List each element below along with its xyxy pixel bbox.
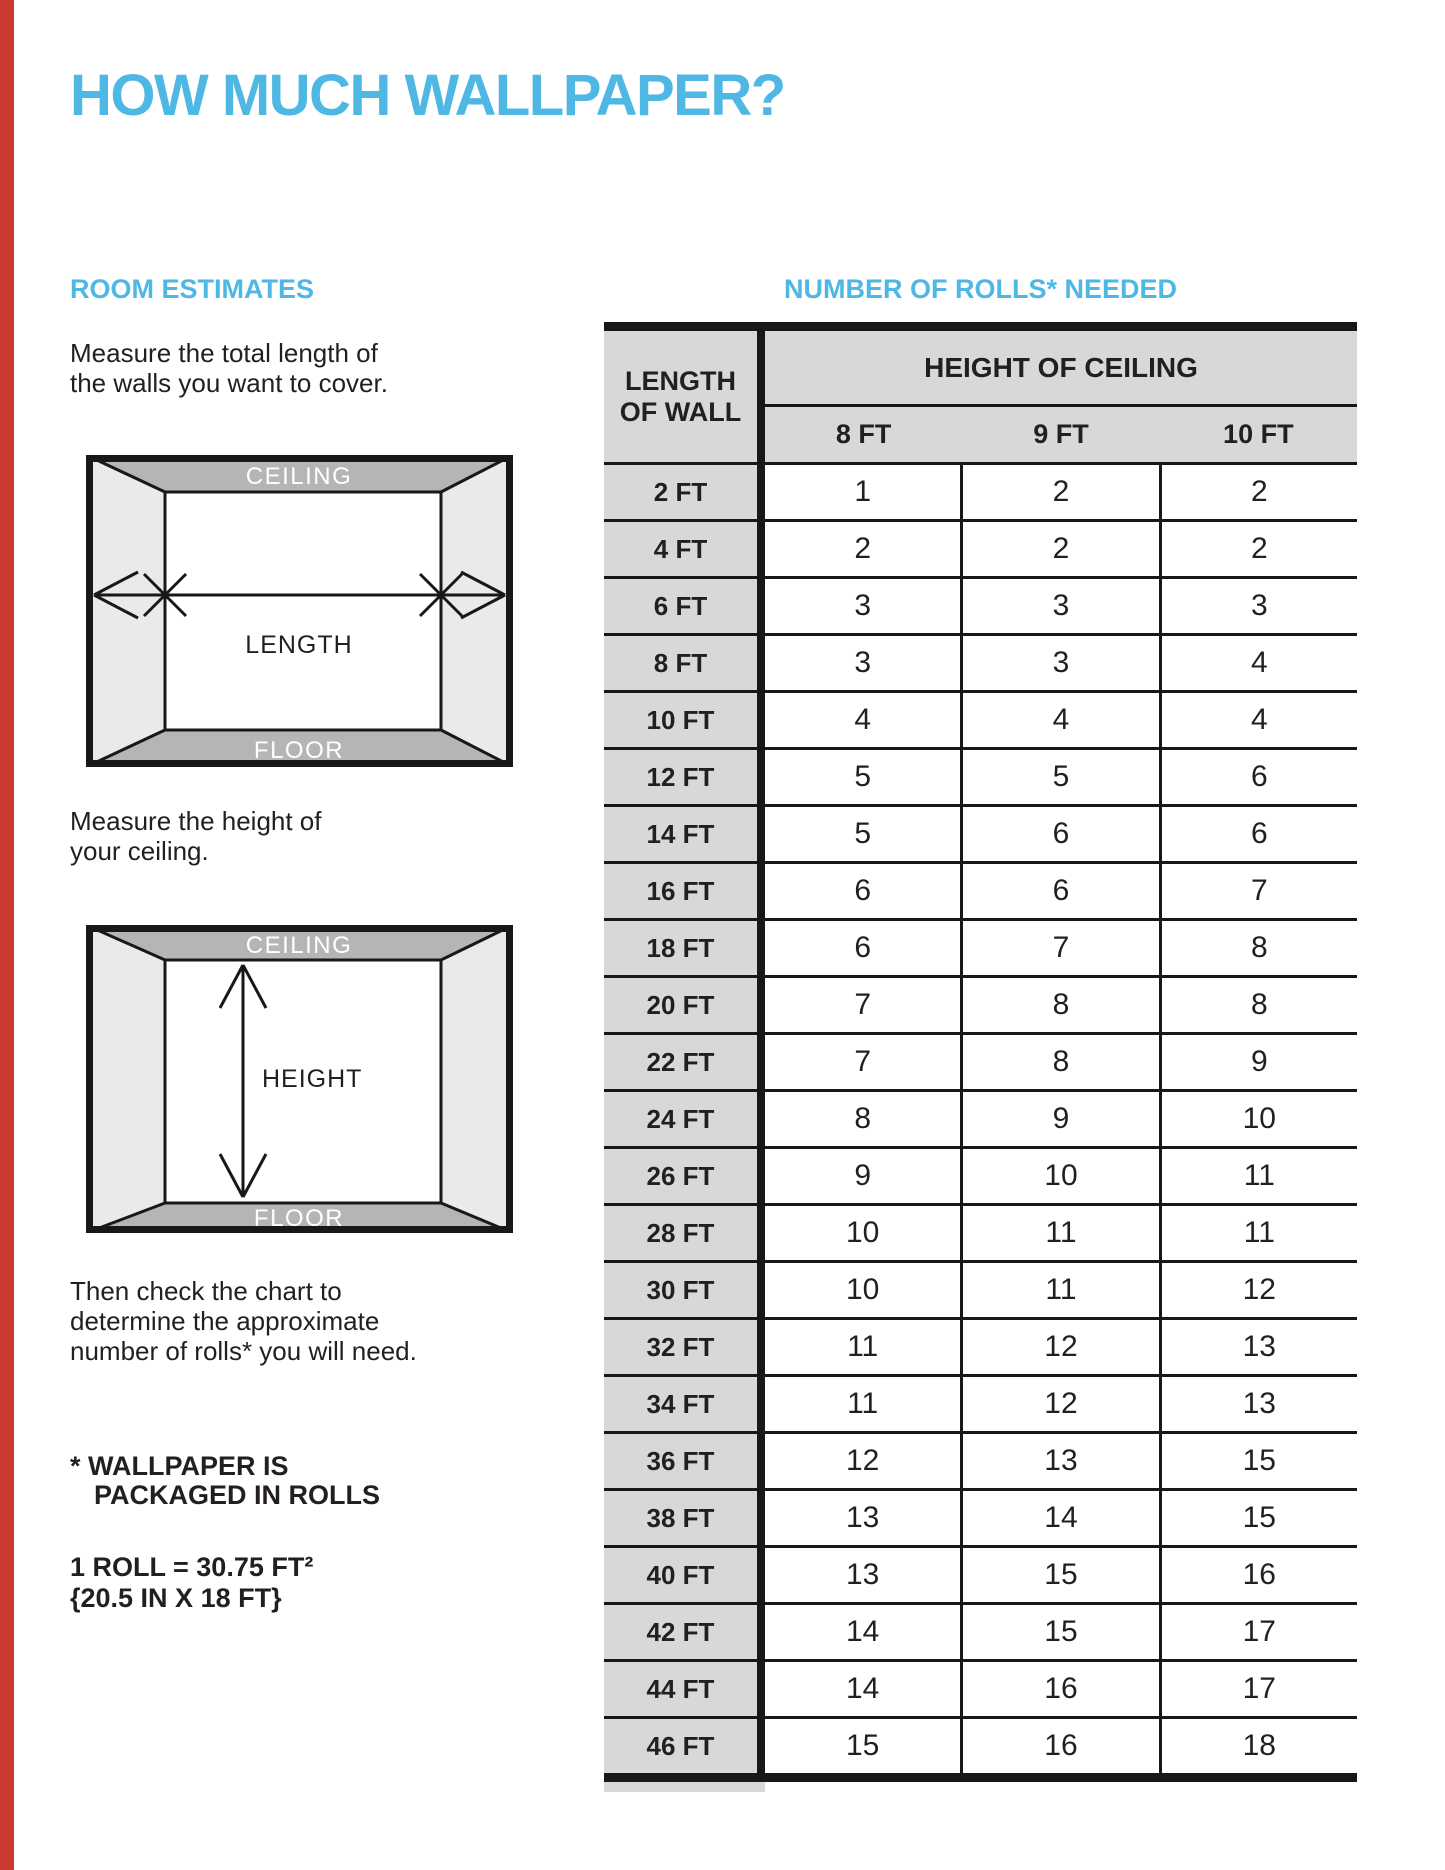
cell-value: 11	[1159, 1149, 1357, 1203]
table-row	[604, 750, 1357, 807]
cell-value: 10	[765, 1263, 960, 1317]
instruction-line: Measure the total length of	[70, 338, 378, 368]
cell-value: 11	[1159, 1206, 1357, 1260]
table-row	[604, 978, 1357, 1035]
row-label: 10 FT	[604, 693, 757, 747]
cell-value: 1	[765, 465, 960, 519]
table-column-divider	[757, 693, 765, 747]
cell-value: 6	[1159, 750, 1357, 804]
column-header-10ft: 10 FT	[1223, 419, 1294, 449]
cell-value: 13	[765, 1548, 960, 1602]
cell-value: 10	[1159, 1092, 1357, 1146]
cell-value: 17	[1159, 1605, 1357, 1659]
table-row	[604, 693, 1357, 750]
cell-value: 15	[1159, 1434, 1357, 1488]
cell-value: 15	[960, 1548, 1158, 1602]
table-row	[604, 1263, 1357, 1320]
length-of-wall-line: LENGTH	[625, 365, 736, 396]
table-row	[604, 522, 1357, 579]
ceiling-header-group	[765, 331, 1357, 462]
row-label: 2 FT	[604, 465, 757, 519]
cell-value: 6	[960, 864, 1158, 918]
table-column-divider	[757, 1035, 765, 1089]
cell-value: 14	[960, 1491, 1158, 1545]
table-column-divider	[757, 1719, 765, 1773]
room-estimates-heading: ROOM ESTIMATES	[70, 274, 315, 304]
instruction-measure-length	[70, 338, 388, 398]
table-rows	[604, 465, 1357, 1773]
cell-value: 8	[960, 978, 1158, 1032]
table-bottom-border	[604, 1773, 1357, 1782]
table-column-divider	[757, 636, 765, 690]
cell-value: 14	[765, 1605, 960, 1659]
instruction-line: the walls you want to cover.	[70, 368, 388, 398]
ceiling-height-columns	[765, 407, 1357, 462]
row-label: 14 FT	[604, 807, 757, 861]
cell-value: 3	[960, 636, 1158, 690]
cell-value: 3	[1159, 579, 1357, 633]
instruction-line: your ceiling.	[70, 836, 209, 866]
footnote-line: PACKAGED IN ROLLS	[94, 1480, 381, 1510]
cell-value: 8	[960, 1035, 1158, 1089]
cell-value: 5	[960, 750, 1158, 804]
cell-value: 14	[765, 1662, 960, 1716]
rolls-needed-heading: NUMBER OF ROLLS* NEEDED	[783, 274, 1178, 304]
cell-value: 13	[960, 1434, 1158, 1488]
cell-value: 10	[960, 1149, 1158, 1203]
cell-value: 13	[1159, 1377, 1357, 1431]
cell-value: 7	[960, 921, 1158, 975]
table-row	[604, 1206, 1357, 1263]
cell-value: 7	[765, 978, 960, 1032]
cell-value: 11	[765, 1377, 960, 1431]
cell-value: 6	[1159, 807, 1357, 861]
table-row	[604, 1377, 1357, 1434]
height-label: HEIGHT	[262, 1065, 363, 1093]
table-column-divider	[757, 807, 765, 861]
cell-value: 12	[960, 1377, 1158, 1431]
page-edge-red-bar	[0, 0, 14, 1870]
length-of-wall-line: OF WALL	[619, 396, 742, 427]
cell-value: 11	[960, 1263, 1158, 1317]
cell-value: 4	[765, 693, 960, 747]
row-label: 26 FT	[604, 1149, 757, 1203]
row-label: 8 FT	[604, 636, 757, 690]
cell-value: 16	[1159, 1548, 1357, 1602]
table-column-divider	[757, 465, 765, 519]
cell-value: 8	[765, 1092, 960, 1146]
table-column-divider	[757, 1491, 765, 1545]
cell-value: 12	[765, 1434, 960, 1488]
room-diagram-length	[86, 455, 513, 767]
roll-size-line: 1 ROLL = 30.75 FT²	[70, 1552, 314, 1582]
table-column-divider	[757, 864, 765, 918]
row-label: 18 FT	[604, 921, 757, 975]
table-row	[604, 1320, 1357, 1377]
table-column-divider	[757, 1263, 765, 1317]
cell-value: 18	[1159, 1719, 1357, 1773]
table-row	[604, 807, 1357, 864]
cell-value: 2	[765, 522, 960, 576]
roll-size-line: {20.5 IN X 18 FT}	[70, 1583, 282, 1613]
cell-value: 2	[960, 465, 1158, 519]
table-column-divider	[757, 1434, 765, 1488]
room-perspective-height-illustration	[86, 925, 513, 1233]
row-label: 38 FT	[604, 1491, 757, 1545]
row-label: 28 FT	[604, 1206, 757, 1260]
room-diagram-height	[86, 925, 513, 1233]
room-perspective-length-illustration	[86, 455, 513, 767]
cell-value: 17	[1159, 1662, 1357, 1716]
table-row	[604, 1149, 1357, 1206]
table-column-divider	[757, 1320, 765, 1374]
instruction-check-chart	[70, 1276, 417, 1366]
roll-size-info	[70, 1552, 313, 1614]
table-row	[604, 1605, 1357, 1662]
table-column-divider	[757, 1548, 765, 1602]
length-of-wall-header	[604, 331, 757, 462]
page-title: HOW MUCH WALLPAPER?	[70, 63, 785, 128]
instruction-line: number of rolls* you will need.	[70, 1336, 417, 1366]
cell-value: 6	[765, 864, 960, 918]
cell-value: 7	[1159, 864, 1357, 918]
cell-value: 13	[765, 1491, 960, 1545]
column-header-8ft: 8 FT	[835, 419, 892, 449]
row-label: 22 FT	[604, 1035, 757, 1089]
table-row	[604, 864, 1357, 921]
cell-value: 16	[960, 1719, 1158, 1773]
instruction-line: determine the approximate	[70, 1306, 380, 1336]
table-header	[604, 331, 1357, 465]
table-column-divider	[757, 522, 765, 576]
row-label: 34 FT	[604, 1377, 757, 1431]
ceiling-label: CEILING	[245, 932, 353, 959]
cell-value: 13	[1159, 1320, 1357, 1374]
table-row	[604, 1491, 1357, 1548]
length-label: LENGTH	[245, 631, 353, 659]
floor-label: FLOOR	[253, 737, 345, 764]
row-label: 44 FT	[604, 1662, 757, 1716]
table-column-divider	[757, 579, 765, 633]
table-column-divider	[757, 331, 765, 462]
table-row	[604, 579, 1357, 636]
table-column-divider	[757, 1149, 765, 1203]
table-row	[604, 1719, 1357, 1773]
cell-value: 11	[765, 1320, 960, 1374]
table-row	[604, 1092, 1357, 1149]
cell-value: 7	[765, 1035, 960, 1089]
ceiling-label: CEILING	[245, 463, 353, 490]
cell-value: 2	[1159, 522, 1357, 576]
table-row	[604, 1548, 1357, 1605]
table-row	[604, 1434, 1357, 1491]
row-label: 32 FT	[604, 1320, 757, 1374]
row-label: 46 FT	[604, 1719, 757, 1773]
table-row	[604, 465, 1357, 522]
row-label: 4 FT	[604, 522, 757, 576]
rolls-needed-table	[604, 322, 1357, 1792]
row-label: 6 FT	[604, 579, 757, 633]
wallpaper-rolls-footnote	[70, 1452, 380, 1510]
cell-value: 15	[1159, 1491, 1357, 1545]
cell-value: 12	[960, 1320, 1158, 1374]
cell-value: 8	[1159, 921, 1357, 975]
row-label: 16 FT	[604, 864, 757, 918]
cell-value: 10	[765, 1206, 960, 1260]
instruction-line: Measure the height of	[70, 806, 322, 836]
cell-value: 3	[765, 636, 960, 690]
row-label: 36 FT	[604, 1434, 757, 1488]
table-row	[604, 1662, 1357, 1719]
row-label: 12 FT	[604, 750, 757, 804]
table-column-divider	[757, 1605, 765, 1659]
cell-value: 9	[1159, 1035, 1357, 1089]
table-top-border	[604, 322, 1357, 331]
row-label: 24 FT	[604, 1092, 757, 1146]
cell-value: 5	[765, 807, 960, 861]
table-column-divider	[757, 1377, 765, 1431]
instruction-line: Then check the chart to	[70, 1276, 342, 1306]
table-column-divider	[757, 921, 765, 975]
footnote-line: * WALLPAPER IS	[70, 1451, 289, 1481]
table-column-divider	[757, 1662, 765, 1716]
height-of-ceiling-header: HEIGHT OF CEILING	[765, 331, 1357, 407]
cell-value: 5	[765, 750, 960, 804]
cell-value: 4	[1159, 693, 1357, 747]
table-footer-tab	[604, 1782, 765, 1792]
cell-value: 9	[765, 1149, 960, 1203]
cell-value: 3	[960, 579, 1158, 633]
cell-value: 3	[765, 579, 960, 633]
cell-value: 16	[960, 1662, 1158, 1716]
row-label: 20 FT	[604, 978, 757, 1032]
cell-value: 6	[765, 921, 960, 975]
cell-value: 6	[960, 807, 1158, 861]
cell-value: 4	[1159, 636, 1357, 690]
cell-value: 4	[960, 693, 1158, 747]
cell-value: 11	[960, 1206, 1158, 1260]
table-row	[604, 921, 1357, 978]
table-row	[604, 636, 1357, 693]
cell-value: 15	[765, 1719, 960, 1773]
cell-value: 2	[960, 522, 1158, 576]
instruction-measure-height	[70, 806, 322, 866]
table-column-divider	[757, 978, 765, 1032]
table-row	[604, 1035, 1357, 1092]
cell-value: 9	[960, 1092, 1158, 1146]
row-label: 42 FT	[604, 1605, 757, 1659]
table-column-divider	[757, 750, 765, 804]
cell-value: 12	[1159, 1263, 1357, 1317]
cell-value: 15	[960, 1605, 1158, 1659]
column-header-9ft: 9 FT	[1033, 419, 1089, 449]
cell-value: 8	[1159, 978, 1357, 1032]
cell-value: 2	[1159, 465, 1357, 519]
table-column-divider	[757, 1092, 765, 1146]
floor-label: FLOOR	[253, 1205, 345, 1232]
table-column-divider	[757, 1206, 765, 1260]
row-label: 40 FT	[604, 1548, 757, 1602]
row-label: 30 FT	[604, 1263, 757, 1317]
